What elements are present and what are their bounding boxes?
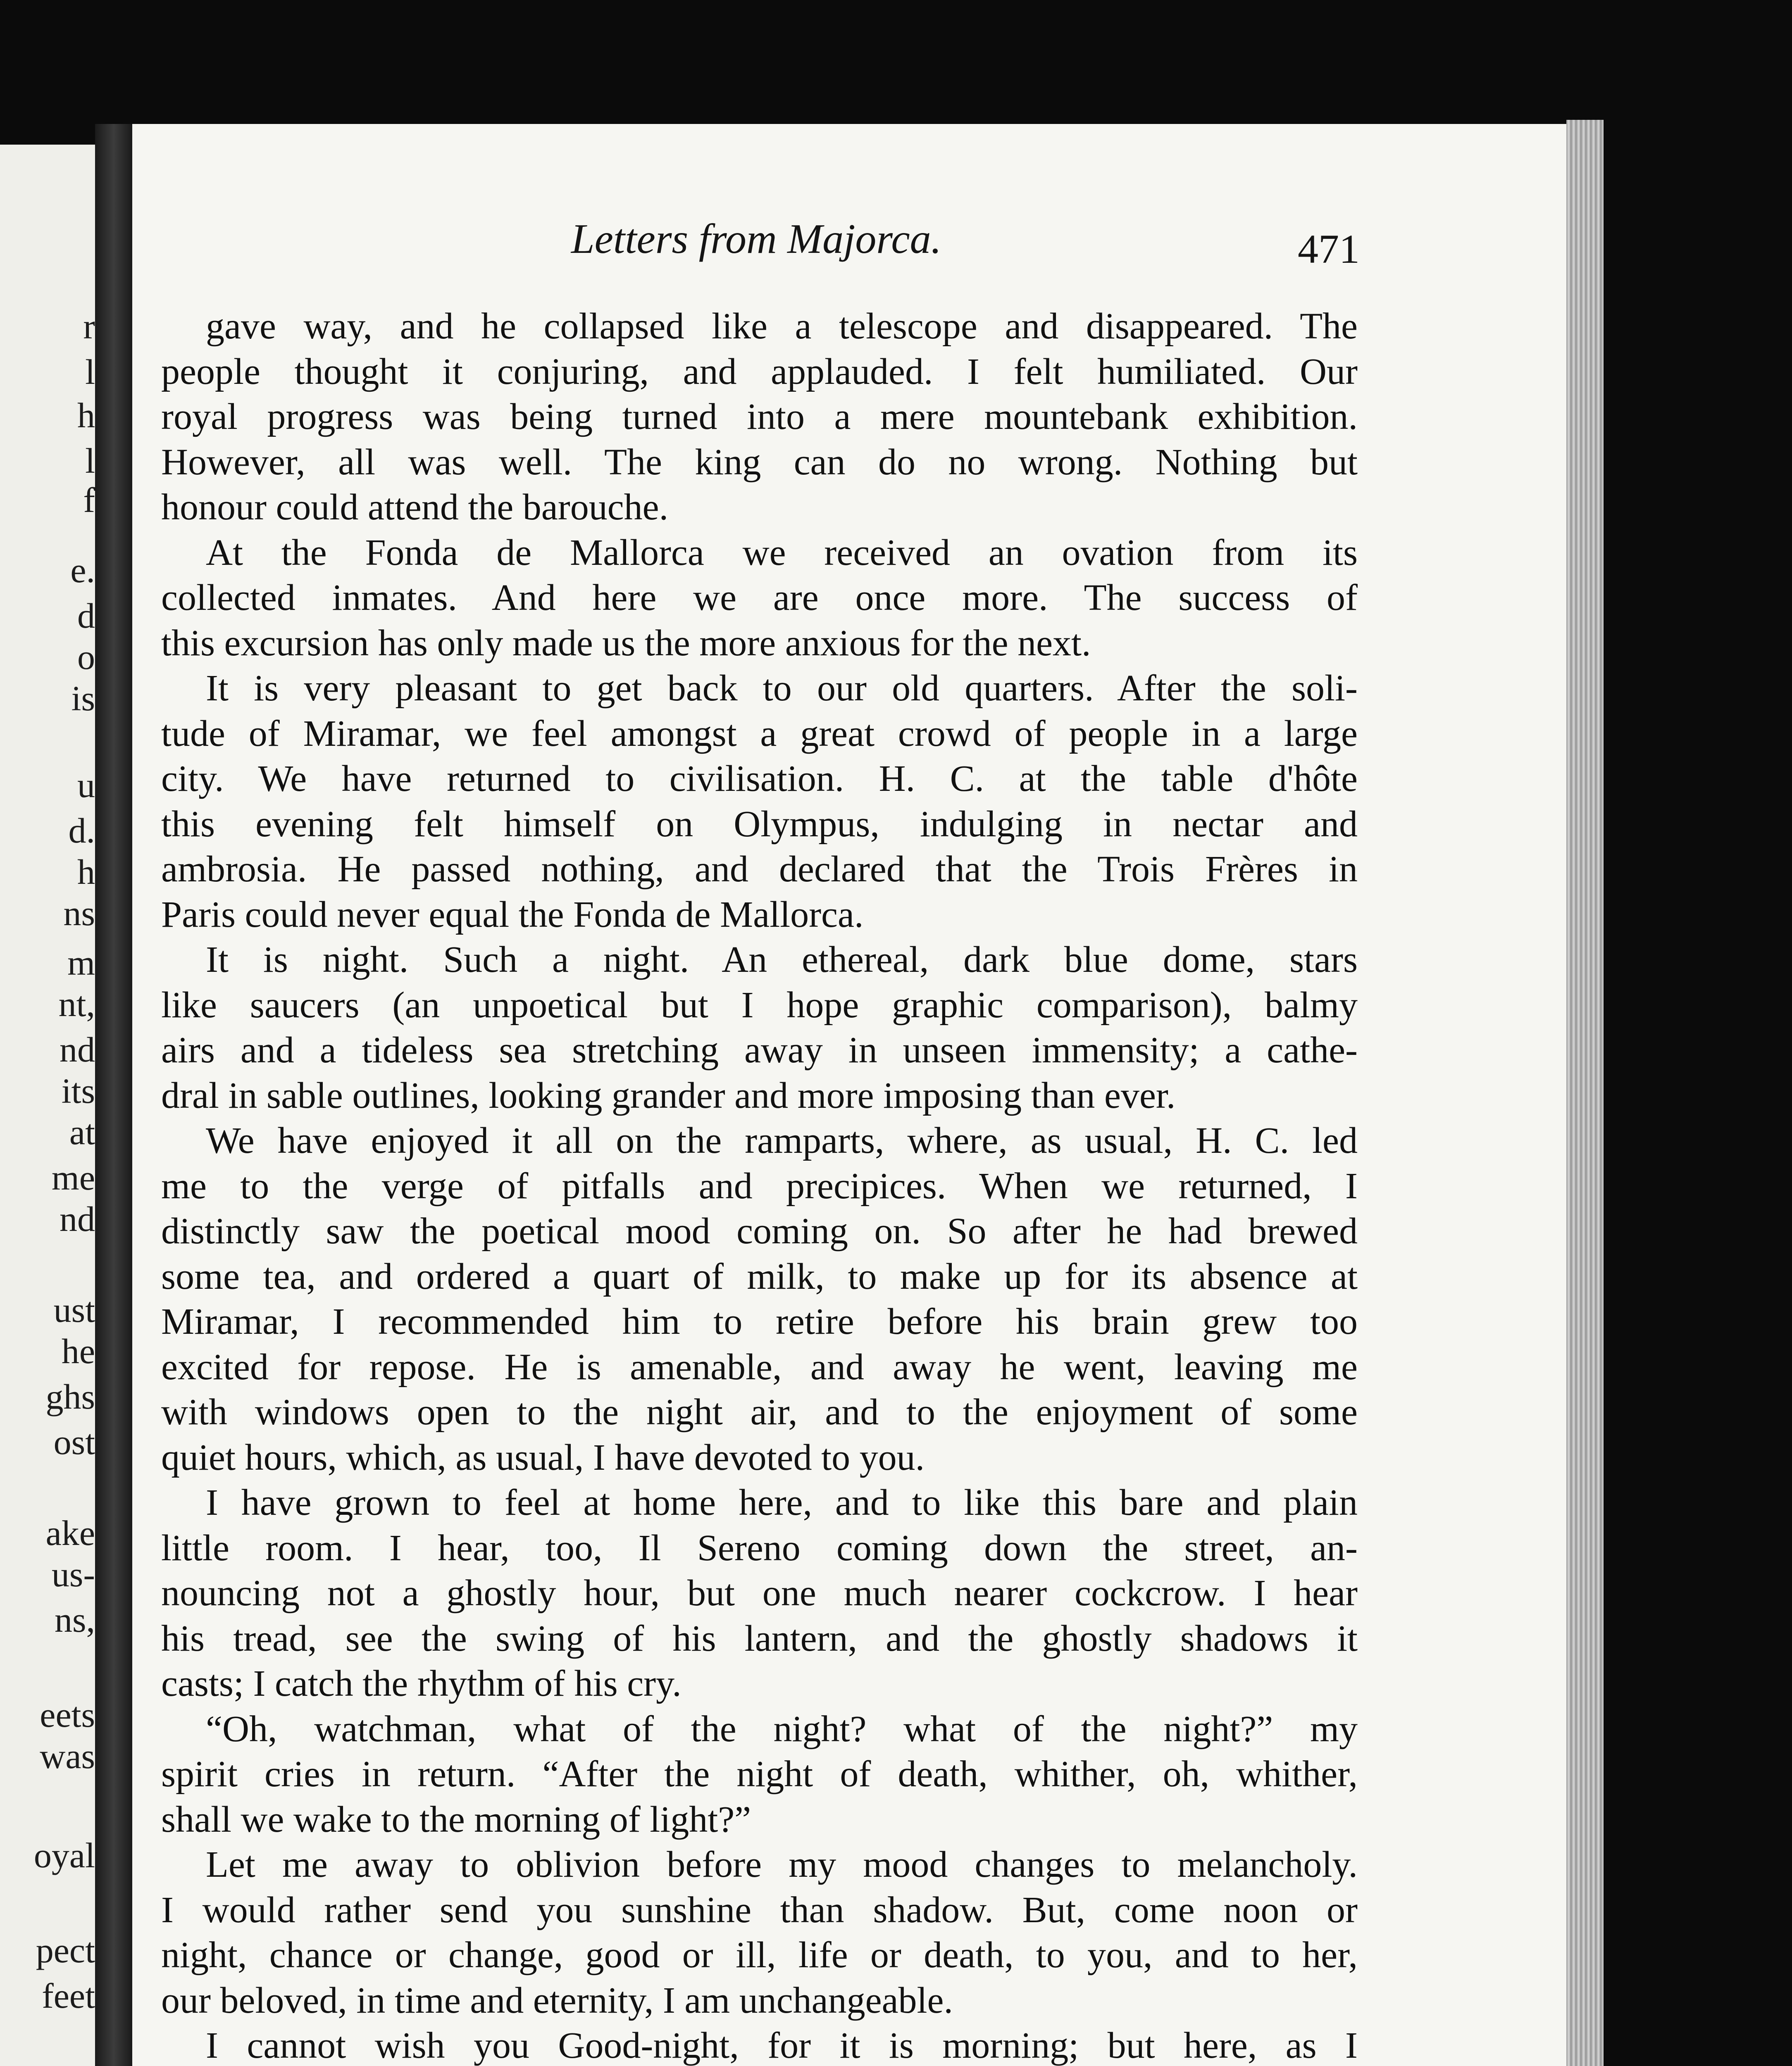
paragraph	[161, 1480, 1358, 1707]
running-title: Letters from Majorca.	[571, 216, 942, 262]
facing-page-fragment: nd	[60, 1199, 95, 1239]
page-number: 471	[1298, 226, 1360, 272]
text-line: little room. I hear, too, Il Sereno coming down the street, an-	[161, 1527, 1358, 1569]
paragraph	[161, 530, 1358, 666]
text-line: airs and a tideless sea stretching away in unseen immensity; a cathe-	[161, 1030, 1358, 1071]
facing-page-fragment: its	[61, 1071, 95, 1111]
facing-page-fragment: feet	[42, 1976, 95, 2016]
text-line: “Oh, watchman, what of the night? what of the night?” my	[206, 1708, 1358, 1749]
facing-page-text-fragments	[0, 306, 95, 2066]
text-line: At the Fonda de Mallorca we received an ovation from its	[206, 532, 1358, 573]
text-line: spirit cries in return. “After the night of death, whither, oh, whither,	[161, 1754, 1358, 1795]
facing-page-fragment: e.	[70, 550, 95, 590]
text-line: shall we wake to the morning of light?”	[161, 1799, 751, 1840]
text-line: his tread, see the swing of his lantern, and the ghostly shadows it	[161, 1618, 1358, 1659]
text-line: tude of Miramar, we feel amongst a great crowd of people in a large	[161, 713, 1358, 754]
page-edges	[1566, 120, 1604, 2066]
text-line: dral in sable outlines, looking grander and more imposing than ever.	[161, 1075, 1176, 1116]
text-line: collected inmates. And here we are once more. The success of	[161, 577, 1358, 618]
facing-page-fragment: eets	[40, 1695, 95, 1735]
facing-page-fragment: us-	[51, 1554, 95, 1594]
text-line: excited for repose. He is amenable, and away he went, leaving me	[161, 1346, 1358, 1388]
facing-page-fragment: ns	[63, 893, 95, 933]
facing-page-fragment: m	[67, 943, 95, 983]
text-line: night, chance or change, good or ill, life or death, to you, and to her,	[161, 1935, 1358, 1976]
facing-page-fragment: l	[85, 441, 95, 481]
facing-page-fragment: h	[77, 852, 95, 892]
text-line: I would rather send you sunshine than shadow. But, come noon or	[161, 1889, 1358, 1930]
facing-page-fragment: me	[51, 1158, 95, 1197]
text-line: ambrosia. He passed nothing, and declared that the Trois Frères in	[161, 849, 1358, 890]
facing-page-fragment: oyal	[33, 1835, 95, 1875]
facing-page-fragment: was	[40, 1736, 95, 1776]
text-line: me to the verge of pitfalls and precipices. When we returned, I	[161, 1165, 1358, 1207]
text-line: quiet hours, which, as usual, I have devoted to you.	[161, 1437, 925, 1478]
text-line: I have grown to feel at home here, and to like this bare and plain	[206, 1482, 1358, 1523]
facing-page-fragment: nt,	[58, 984, 95, 1024]
paragraph	[161, 304, 1358, 530]
text-line: city. We have returned to civilisation. H. C. at the table d'hôte	[161, 758, 1358, 799]
facing-page-fragment: r	[83, 307, 95, 346]
text-line: our beloved, in time and eternity, I am unchangeable.	[161, 1980, 953, 2021]
text-line: this excursion has only made us the more anxious for the next.	[161, 622, 1091, 664]
facing-page-fragment: nd	[60, 1030, 95, 1069]
facing-page-fragment: h	[77, 395, 95, 435]
facing-page-fragment: f	[83, 480, 95, 520]
facing-page-fragment: at	[69, 1112, 95, 1152]
text-line: We have enjoyed it all on the ramparts, where, as usual, H. C. led	[206, 1120, 1358, 1161]
facing-page-fragment: ghs	[45, 1377, 95, 1416]
paragraph	[161, 1707, 1358, 1842]
facing-page-fragment: ns,	[55, 1600, 95, 1640]
body-text	[161, 304, 1358, 2066]
text-line: Paris could never equal the Fonda de Mallorca.	[161, 894, 864, 935]
text-line: royal progress was being turned into a mere mountebank exhibition.	[161, 396, 1358, 437]
text-line: some tea, and ordered a quart of milk, to make up for its absence at	[161, 1256, 1358, 1297]
text-line: honour could attend the barouche.	[161, 487, 669, 528]
book-gutter	[95, 124, 132, 2066]
text-line: However, all was well. The king can do no wrong. Nothing but	[161, 441, 1358, 483]
text-line: with windows open to the night air, and to the enjoyment of some	[161, 1392, 1358, 1433]
text-line: Miramar, I recommended him to retire before his brain grew too	[161, 1301, 1358, 1342]
paragraph	[161, 2023, 1358, 2066]
text-line: I cannot wish you Good-night, for it is morning; but here, as I	[206, 2025, 1358, 2066]
paragraph	[161, 666, 1358, 937]
text-line: people thought it conjuring, and applauded. I felt humiliated. Our	[161, 351, 1358, 392]
facing-page-fragment: l	[85, 352, 95, 392]
text-line: gave way, and he collapsed like a telescope and disappeared. The	[206, 306, 1358, 347]
paragraph	[161, 1842, 1358, 2023]
facing-page-fragment: d.	[68, 811, 95, 850]
facing-page-fragment: ust	[53, 1290, 95, 1330]
text-line: It is very pleasant to get back to our old quarters. After the soli-	[206, 668, 1358, 709]
facing-page-fragment: u	[77, 765, 95, 805]
facing-page-fragment: is	[71, 678, 95, 718]
text-line: this evening felt himself on Olympus, indulging in nectar and	[161, 803, 1358, 845]
facing-page-fragment: o	[77, 637, 95, 677]
text-line: like saucers (an unpoetical but I hope graphic comparison), balmy	[161, 984, 1358, 1026]
text-line: distinctly saw the poetical mood coming on. So after he had brewed	[161, 1211, 1358, 1252]
paragraph	[161, 937, 1358, 1118]
text-line: casts; I catch the rhythm of his cry.	[161, 1663, 682, 1704]
facing-page-fragment: d	[77, 596, 95, 636]
text-line: It is night. Such a night. An ethereal, dark blue dome, stars	[206, 939, 1358, 980]
paragraph	[161, 1118, 1358, 1480]
facing-page-fragment: pect	[36, 1930, 95, 1970]
text-line: nouncing not a ghostly hour, but one much nearer cockcrow. I hear	[161, 1573, 1358, 1614]
facing-page-fragment: ake	[45, 1513, 95, 1553]
text-line: Let me away to oblivion before my mood changes to melancholy.	[206, 1844, 1358, 1885]
facing-page-fragment: he	[61, 1331, 95, 1371]
facing-page-fragment: ost	[53, 1422, 95, 1462]
